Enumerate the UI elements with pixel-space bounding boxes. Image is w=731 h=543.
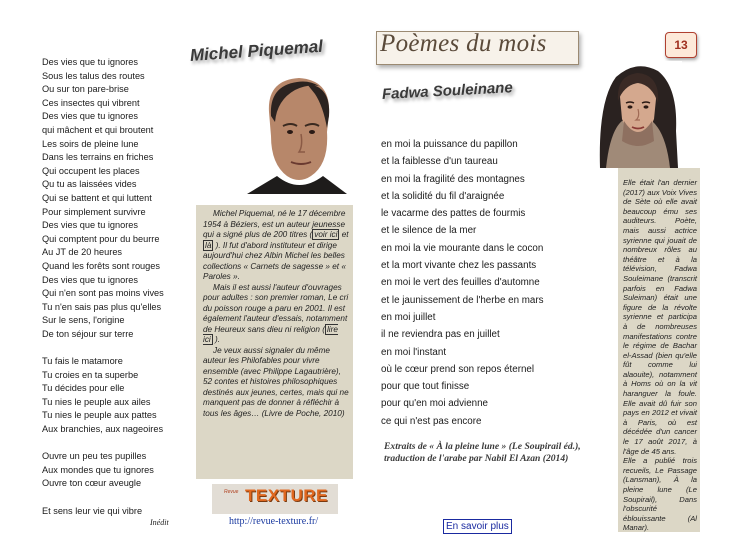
poem-line: Ouvre ton cœur aveugle [42, 478, 142, 489]
bio-left-text: et [339, 230, 349, 239]
poem-line: Quand les forêts sont rouges [42, 260, 160, 271]
poem-line: Qui comptent pour du beurre [42, 233, 160, 244]
poem-line: en moi juillet [381, 311, 436, 323]
poem-right [381, 136, 581, 430]
poem-line: Aux branchies, aux nageoires [42, 424, 164, 435]
bio-left-paragraph-3: Je veux aussi signaler du même auteur les Philofables pour vivre ensemble (avec Philippe Lagautrière), 52 contes et histoires philosophiques destinés aux jeunes, certes, mais qui ne manquent pas de donner à réfléchir à tous les âges… (Livre de Poche, 2010) [203, 345, 349, 418]
poem-line: Ouvre un peu tes pupilles [42, 451, 147, 462]
poem-left-stanza-3 [42, 450, 192, 491]
poem-line: où le cœur prend son repos éternel [381, 363, 535, 375]
poem-line: et la mort vivante chez les passants [381, 260, 537, 272]
poem-line: Tu fais le matamore [42, 356, 123, 367]
poem-left [42, 56, 192, 518]
poem-left-stanza-1 [42, 56, 192, 341]
bio-michel-piquemal [196, 205, 353, 479]
poem-line: Qui se battent et qui luttent [42, 192, 152, 203]
poem-line: Dans les terrains en friches [42, 152, 154, 163]
poem-line: Les soirs de pleine lune [42, 138, 139, 149]
poem-line: pour qu'en moi advienne [381, 398, 488, 410]
bio-left-text: ). [212, 335, 221, 344]
bio-left-paragraph-2 [203, 283, 349, 346]
texture-logo[interactable]: TEXTURE [245, 486, 328, 505]
poem-line: Et sens leur vie qui vibre [42, 505, 143, 516]
poem-line: en moi l'instant [381, 346, 447, 358]
poem-line: en moi le vert des feuilles d'automne [381, 277, 540, 289]
bio-left-paragraph-1 [203, 209, 349, 283]
learn-more-link[interactable]: En savoir plus [443, 519, 512, 534]
poem-line: et le silence de la mer [381, 225, 477, 237]
author-name-left: Michel Piquemal [189, 36, 324, 65]
poem-line: Sous les talus des routes [42, 70, 145, 81]
texture-logo-small-text: Revue [224, 489, 239, 495]
poem-line: Qui n'en sont pas moins vives [42, 288, 164, 299]
author-name-right: Fadwa Souleinane [381, 79, 514, 103]
poem-line: Des vies que tu ignores [42, 111, 139, 122]
poem-line: ce qui n'est pas encore [381, 415, 482, 427]
poem-line: et la solidité du fil d'araignée [381, 190, 505, 202]
author-photo-michel [247, 72, 347, 194]
page-number-badge: 13 [665, 32, 697, 58]
poem-line: Aux mondes que tu ignores [42, 464, 154, 475]
poem-line: Des vies que tu ignores [42, 57, 139, 67]
poem-line: Ou sur ton pare-brise [42, 84, 129, 95]
poem-line: Tu décides pour elle [42, 383, 125, 394]
poem-line: Tu croies en ta superbe [42, 369, 139, 380]
poem-line: en moi la puissance du papillon [381, 139, 518, 150]
poem-line: Qu tu as laissées vides [42, 179, 137, 190]
poem-line: et la faiblesse d'un taureau [381, 156, 498, 168]
poem-line: en moi la fragilité des montagnes [381, 173, 525, 185]
poem-left-stanza-2 [42, 355, 192, 437]
lire-ici-link[interactable]: lire ici [203, 324, 338, 344]
poem-line: De ton séjour sur terre [42, 328, 134, 339]
poem-line: Des vies que tu ignores [42, 220, 139, 231]
poem-line: en moi la vie mourante dans le cocon [381, 242, 544, 254]
poem-line: le vacarme des pattes de fourmis [381, 208, 526, 220]
poem-left-stanza-4 [42, 505, 192, 519]
poem-line: Sur le sens, l'origine [42, 315, 125, 326]
poem-line: Tu nies le peuple aux pattes [42, 410, 157, 421]
page-title: Poèmes du mois [380, 30, 547, 57]
bio-fadwa-souleimane [618, 168, 700, 532]
bio-right-paragraph-2: Elle a publié trois recueils, Le Passage (Lansman), À la pleine lune (Le Soupirail), Dans l'obscurité éblouissante (Al Manar). [623, 456, 697, 533]
la-link[interactable]: là [205, 240, 212, 250]
bio-left-text: Michel Piquemal, né le 17 décembre 1954 à Béziers, est un auteur jeunesse qui a signé plus de 200 titres ( [203, 209, 346, 239]
poem-line: Des vies que tu ignores [42, 274, 139, 285]
poem-line: Ces insectes qui vibrent [42, 97, 140, 108]
poem-line: Qui occupent les places [42, 165, 140, 176]
bio-right-paragraph-1: Elle était l'an dernier (2017) aux Voix Vives de Sète où elle avait beaucoup ému ses auditeurs. Poète, mais aussi actrice syrienne qui jouait de nombreux rôles au théâtre et à la télévision, Fadwa Souleimane (transcrit parfois en Fadwa Suleiman) était une figure de la révolte syrienne et participa à de nombreuses manifestations contre le régime de Bachar el-Assad (bien qu'elle fût comme lui alaouite), notamment à Homs où on la vit haranguer la foule. Elle avait dû fuir son pays en 2012 et vivait à Paris, où est décédée d'un cancer le 17 août 2017, à l'âge de 45 ans. [623, 178, 697, 456]
voir-ici-link[interactable]: voir ici [314, 230, 338, 239]
author-photo-fadwa [592, 61, 682, 168]
poem-line: Au JT de 20 heures [42, 247, 123, 258]
poem-line: pour que tout finisse [381, 381, 470, 393]
poem-line: il ne reviendra pas en juillet [381, 329, 500, 341]
bio-left-text: ). Il fut d'abord instituteur et dirige aujourd'hui chez Albin Michel les belles collections « Carnets de sagesse » et « Paroles ». [203, 240, 346, 281]
poem-line: et le jaunissement de l'herbe en mars [381, 294, 544, 306]
poem-left-note: Inédit [150, 518, 169, 527]
site-link[interactable]: http://revue-texture.fr/ [229, 516, 319, 527]
poem-line: Pour simplement survivre [42, 206, 146, 217]
poem-source: Extraits de « À la pleine lune » (Le Soupirail éd.), traduction de l'arabe par Nabil El Azan (2014) [384, 441, 581, 464]
poem-line: Tu n'en sais pas plus qu'elles [42, 301, 162, 312]
poem-line: Tu nies le peuple aux ailes [42, 396, 151, 407]
poem-line: qui mâchent et qui broutent [42, 124, 154, 135]
bio-left-text: Mais il est aussi l'auteur d'ouvrages pour adultes : son premier roman, Le cri du poisson rouge a paru en 2001. Il est également l'auteur d'essais, notamment de Heureux sans dieu ni religion ( [203, 282, 349, 334]
